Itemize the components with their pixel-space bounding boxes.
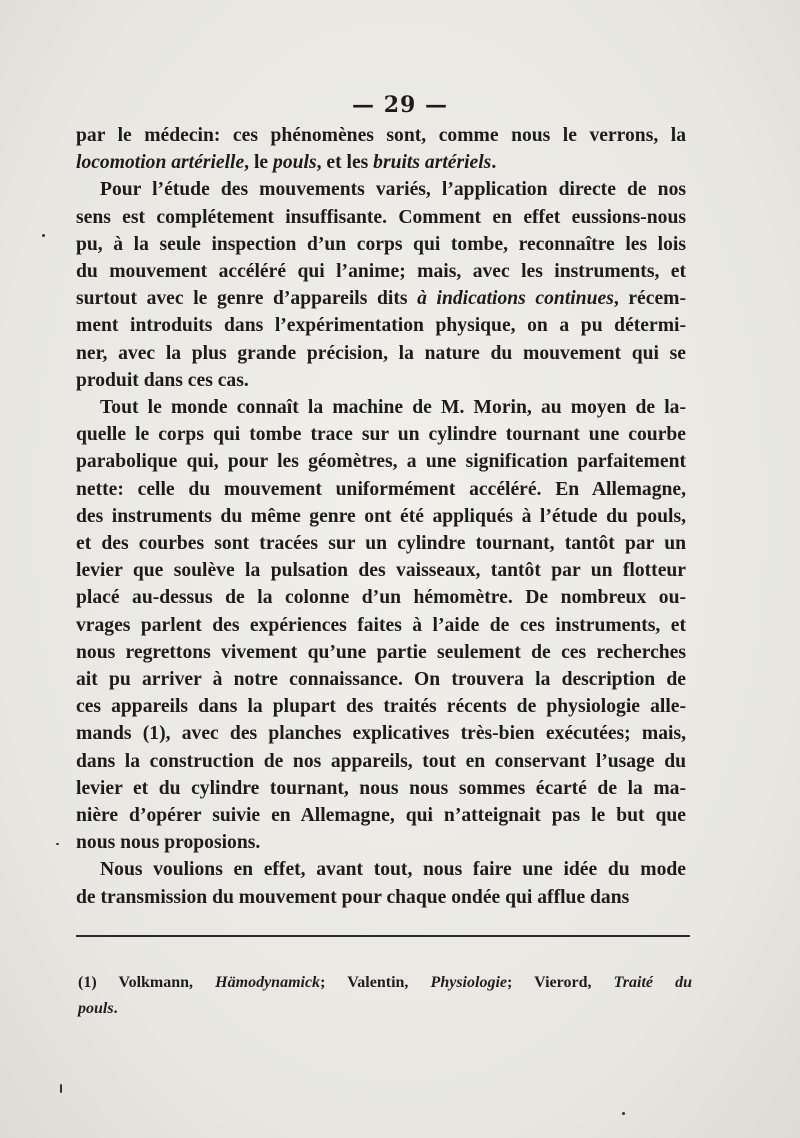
text-line [76, 122, 686, 149]
text-run: sens est complétement insuffisante. Comment en effet eussions-nous [76, 206, 686, 228]
text-line [76, 666, 686, 693]
text-run: . [491, 152, 497, 174]
text-line [76, 258, 686, 285]
text-run: quelle le corps qui tombe trace sur un cylindre tournant une courbe [76, 424, 686, 446]
italic-text: locomotion artérielle [76, 152, 245, 174]
text-run: . [113, 1000, 118, 1017]
text-line [78, 996, 692, 1022]
text-line [76, 312, 686, 339]
text-line [76, 884, 686, 911]
text-run: pu, à la seule inspection d’un corps qui tombe, reconnaître les lois [76, 233, 686, 255]
paper-speck [42, 234, 45, 237]
italic-text: bruits artériels [373, 152, 492, 174]
text-line [76, 557, 686, 584]
text-line [76, 176, 686, 203]
text-line [78, 970, 692, 996]
text-line [76, 204, 686, 231]
text-run: ces appareils dans la plupart des traités récents de physiologie alle- [76, 696, 686, 718]
text-line [76, 748, 686, 775]
paragraph [76, 122, 686, 176]
paragraph [76, 394, 686, 856]
text-line [76, 530, 686, 557]
italic-text: pouls [78, 1000, 114, 1017]
text-run: nous nous proposions. [76, 832, 261, 854]
text-line [76, 149, 686, 176]
text-run: , et les [316, 152, 374, 174]
text-line [76, 394, 686, 421]
text-run: placé au-dessus de la colonne d’un hémomètre. De nombreux ou- [76, 587, 686, 609]
text-run: et des courbes sont tracées sur un cylindre tournant, tantôt par un [76, 533, 686, 555]
text-run: (1) Volkmann, [78, 974, 216, 991]
text-line [76, 612, 686, 639]
text-line [76, 720, 686, 747]
text-run: surtout avec le genre d’appareils dits [76, 288, 418, 310]
text-run: levier et du cylindre tournant, nous nous sommes écarté de la ma- [76, 777, 686, 799]
text-line [76, 584, 686, 611]
paragraph [76, 856, 686, 910]
text-line [76, 829, 686, 856]
paper-speck [56, 843, 59, 845]
italic-text: pouls [273, 152, 317, 174]
italic-text: à indications continues [417, 288, 614, 310]
paper-speck [60, 1084, 62, 1093]
text-run: ait pu arriver à notre connaissance. On trouvera la description de [76, 669, 686, 691]
text-run: Nous voulions en effet, avant tout, nous faire une idée du mode [100, 859, 686, 881]
italic-text: Hämodynamick [215, 974, 321, 991]
italic-text: Traité du [613, 974, 693, 991]
text-run: de transmission du mouvement pour chaque ondée qui afflue dans [76, 886, 630, 908]
text-line [76, 503, 686, 530]
text-line [76, 639, 686, 666]
text-line [76, 802, 686, 829]
page-number: — 29 — [352, 92, 448, 118]
text-run: dans la construction de nos appareils, tout en conservant l’usage du [76, 750, 686, 772]
text-line [76, 231, 686, 258]
body-text [76, 122, 686, 911]
text-run: par le médecin: ces phénomènes sont, comme nous le verrons, la [76, 125, 686, 146]
text-line [76, 693, 686, 720]
text-run: parabolique qui, pour les géomètres, a une signification parfaitement [76, 451, 686, 473]
text-run: du mouvement accéléré qui l’anime; mais, avec les instruments, et [76, 261, 686, 283]
text-line [76, 340, 686, 367]
text-run: levier que soulève la pulsation des vaisseaux, tantôt par un flotteur [76, 560, 686, 582]
text-run: ; Valentin, [320, 974, 431, 991]
text-line [76, 856, 686, 883]
text-line [76, 476, 686, 503]
text-run: , le [244, 152, 274, 174]
text-run: ment introduits dans l’expérimentation physique, on a pu détermi- [76, 315, 686, 337]
text-run: vrages parlent des expériences faites à l’aide de ces instruments, et [76, 614, 686, 636]
text-line [76, 421, 686, 448]
paragraph [76, 176, 686, 394]
text-run: ; Vierord, [506, 974, 614, 991]
text-run: ner, avec la plus grande précision, la nature du mouvement qui se [76, 342, 686, 364]
italic-text: Physiologie [430, 974, 507, 991]
text-line [76, 775, 686, 802]
text-run: produit dans ces cas. [76, 369, 249, 391]
text-line [76, 448, 686, 475]
text-run: nière d’opérer suivie en Allemagne, qui n’atteignait pas le but que [76, 805, 686, 827]
paper-speck [622, 1112, 625, 1115]
text-run: Pour l’étude des mouvements variés, l’application directe de nos [100, 179, 686, 201]
text-run: des instruments du même genre ont été appliqués à l’étude du pouls, [76, 505, 686, 527]
text-run: , récem- [613, 288, 686, 310]
text-run: Tout le monde connaît la machine de M. Morin, au moyen de la- [100, 397, 686, 419]
text-run: nous regrettons vivement qu’une partie seulement de ces recherches [76, 641, 686, 663]
footnote [78, 970, 692, 1022]
text-run: mands (1), avec des planches explicatives très-bien exécutées; mais, [76, 723, 686, 745]
text-line [76, 285, 686, 312]
text-line [76, 367, 686, 394]
text-run: nette: celle du mouvement uniformément accéléré. En Allemagne, [76, 478, 686, 500]
footnote-divider [76, 935, 690, 937]
